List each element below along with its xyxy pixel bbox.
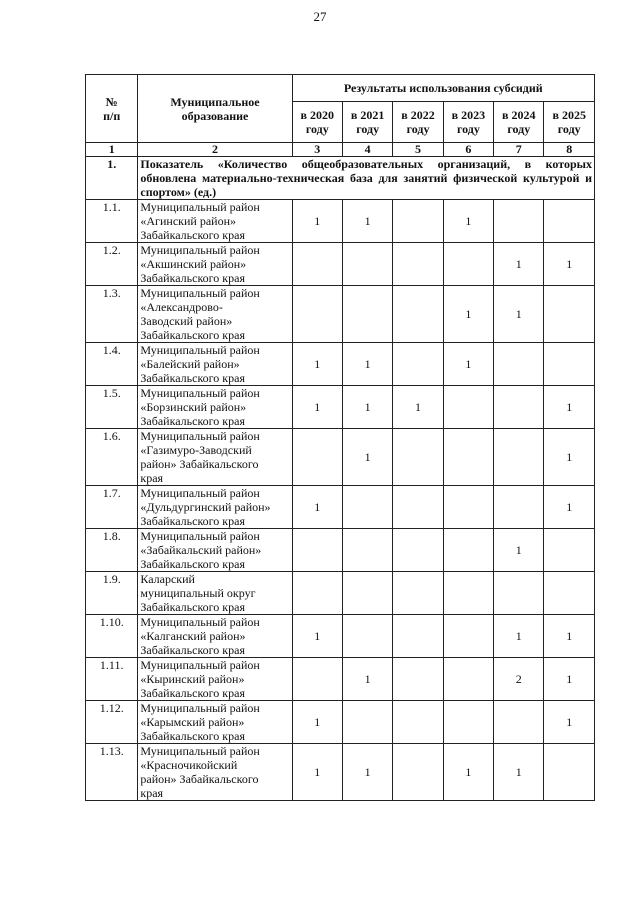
value-cell-2022 — [393, 658, 443, 701]
value-cell-2025: 1 — [544, 486, 595, 529]
table-row — [86, 701, 595, 744]
municipality-name: Муниципальный район «Забайкальский район» Забайкальского края — [138, 529, 292, 572]
value-cell-2024: 1 — [494, 243, 544, 286]
value-cell-2021 — [342, 243, 392, 286]
value-cell-2020 — [292, 529, 342, 572]
table-body — [86, 143, 595, 801]
value-cell-2020 — [292, 658, 342, 701]
indicator-num: 1. — [86, 157, 138, 200]
row-number: 1.9. — [86, 572, 138, 615]
value-cell-2022 — [393, 286, 443, 343]
column-number-7: 7 — [494, 143, 544, 157]
value-cell-2021: 1 — [342, 658, 392, 701]
header-year-1: в 2020 году — [292, 102, 342, 143]
value-cell-2023: 1 — [443, 200, 493, 243]
value-cell-2021 — [342, 529, 392, 572]
value-cell-2021: 1 — [342, 343, 392, 386]
value-cell-2020: 1 — [292, 701, 342, 744]
column-number-6: 6 — [443, 143, 493, 157]
table-row — [86, 486, 595, 529]
value-cell-2021: 1 — [342, 744, 392, 801]
municipality-name: Муниципальный район «Карымский район» Забайкальского края — [138, 701, 292, 744]
value-cell-2022 — [393, 701, 443, 744]
indicator-row — [86, 157, 595, 200]
value-cell-2023 — [443, 572, 493, 615]
column-numbers-row — [86, 143, 595, 157]
value-cell-2020: 1 — [292, 200, 342, 243]
value-cell-2021: 1 — [342, 200, 392, 243]
table-row — [86, 429, 595, 486]
column-number-5: 5 — [393, 143, 443, 157]
header-year-5: в 2024 году — [494, 102, 544, 143]
value-cell-2024: 1 — [494, 744, 544, 801]
row-number: 1.10. — [86, 615, 138, 658]
value-cell-2020: 1 — [292, 386, 342, 429]
value-cell-2023 — [443, 386, 493, 429]
table-row — [86, 658, 595, 701]
municipality-name: Муниципальный район «Газимуро-Заводский район» Забайкальского края — [138, 429, 292, 486]
municipality-name: Каларский муниципальный округ Забайкальского края — [138, 572, 292, 615]
value-cell-2024: 2 — [494, 658, 544, 701]
value-cell-2022 — [393, 615, 443, 658]
value-cell-2020: 1 — [292, 486, 342, 529]
value-cell-2024: 1 — [494, 615, 544, 658]
value-cell-2020 — [292, 286, 342, 343]
value-cell-2020 — [292, 243, 342, 286]
municipality-name: Муниципальный район «Агинский район» Забайкальского края — [138, 200, 292, 243]
value-cell-2022 — [393, 243, 443, 286]
municipality-name: Муниципальный район «Дульдургинский район» Забайкальского края — [138, 486, 292, 529]
row-number: 1.1. — [86, 200, 138, 243]
value-cell-2024 — [494, 343, 544, 386]
value-cell-2020 — [292, 572, 342, 615]
header-num: № п/п — [86, 75, 138, 143]
value-cell-2025 — [544, 744, 595, 801]
municipality-name: Муниципальный район «Балейский район» Забайкальского края — [138, 343, 292, 386]
value-cell-2025 — [544, 286, 595, 343]
value-cell-2025: 1 — [544, 386, 595, 429]
value-cell-2022 — [393, 200, 443, 243]
column-number-1: 1 — [86, 143, 138, 157]
row-number: 1.6. — [86, 429, 138, 486]
value-cell-2024 — [494, 572, 544, 615]
header-year-4: в 2023 году — [443, 102, 493, 143]
value-cell-2025 — [544, 343, 595, 386]
municipality-name: Муниципальный район «Акшинский район» Забайкальского края — [138, 243, 292, 286]
value-cell-2023: 1 — [443, 744, 493, 801]
value-cell-2021 — [342, 486, 392, 529]
column-number-3: 3 — [292, 143, 342, 157]
municipality-name: Муниципальный район «Борзинский район» Забайкальского края — [138, 386, 292, 429]
value-cell-2020: 1 — [292, 343, 342, 386]
subsidy-results-table — [85, 74, 595, 801]
header-municipality: Муниципальное образование — [138, 75, 292, 143]
table-row — [86, 615, 595, 658]
page-number: 27 — [313, 9, 327, 24]
value-cell-2023 — [443, 243, 493, 286]
header-results: Результаты использования субсидий — [292, 75, 594, 102]
row-number: 1.12. — [86, 701, 138, 744]
value-cell-2025 — [544, 572, 595, 615]
header-year-6: в 2025 году — [544, 102, 595, 143]
value-cell-2021 — [342, 286, 392, 343]
row-number: 1.3. — [86, 286, 138, 343]
value-cell-2023: 1 — [443, 286, 493, 343]
value-cell-2022 — [393, 744, 443, 801]
table-row — [86, 200, 595, 243]
value-cell-2021 — [342, 572, 392, 615]
table-row — [86, 286, 595, 343]
column-number-8: 8 — [544, 143, 595, 157]
value-cell-2020 — [292, 429, 342, 486]
row-number: 1.8. — [86, 529, 138, 572]
row-number: 1.2. — [86, 243, 138, 286]
row-number: 1.7. — [86, 486, 138, 529]
value-cell-2025: 1 — [544, 615, 595, 658]
municipality-name: Муниципальный район «Красночикойский район» Забайкальского края — [138, 744, 292, 801]
column-number-2: 2 — [138, 143, 292, 157]
value-cell-2023 — [443, 658, 493, 701]
value-cell-2022 — [393, 572, 443, 615]
table-row — [86, 572, 595, 615]
value-cell-2023: 1 — [443, 343, 493, 386]
municipality-name: Муниципальный район «Кыринский район» Забайкальского края — [138, 658, 292, 701]
value-cell-2022: 1 — [393, 386, 443, 429]
row-number: 1.5. — [86, 386, 138, 429]
value-cell-2023 — [443, 486, 493, 529]
row-number: 1.4. — [86, 343, 138, 386]
value-cell-2025: 1 — [544, 658, 595, 701]
table-row — [86, 343, 595, 386]
row-number: 1.11. — [86, 658, 138, 701]
value-cell-2022 — [393, 429, 443, 486]
value-cell-2023 — [443, 529, 493, 572]
value-cell-2025: 1 — [544, 701, 595, 744]
table-row — [86, 386, 595, 429]
indicator-text: Показатель «Количество общеобразовательных организаций, в которых обновлена материально-техническая база для занятий физической культурой и спортом» (ед.) — [138, 157, 595, 200]
header-year-3: в 2022 году — [393, 102, 443, 143]
value-cell-2023 — [443, 701, 493, 744]
value-cell-2024 — [494, 386, 544, 429]
value-cell-2024 — [494, 429, 544, 486]
value-cell-2021 — [342, 701, 392, 744]
value-cell-2021 — [342, 615, 392, 658]
row-number: 1.13. — [86, 744, 138, 801]
value-cell-2024 — [494, 200, 544, 243]
table-row — [86, 744, 595, 801]
value-cell-2020: 1 — [292, 744, 342, 801]
value-cell-2024 — [494, 486, 544, 529]
value-cell-2024 — [494, 701, 544, 744]
value-cell-2025 — [544, 529, 595, 572]
value-cell-2023 — [443, 615, 493, 658]
value-cell-2025: 1 — [544, 429, 595, 486]
header-year-2: в 2021 году — [342, 102, 392, 143]
municipality-name: Муниципальный район «Александрово- Заводский район» Забайкальского края — [138, 286, 292, 343]
value-cell-2024: 1 — [494, 286, 544, 343]
value-cell-2022 — [393, 343, 443, 386]
value-cell-2025 — [544, 200, 595, 243]
value-cell-2024: 1 — [494, 529, 544, 572]
column-number-4: 4 — [342, 143, 392, 157]
municipality-name: Муниципальный район «Калганский район» Забайкальского края — [138, 615, 292, 658]
value-cell-2023 — [443, 429, 493, 486]
value-cell-2025: 1 — [544, 243, 595, 286]
value-cell-2021: 1 — [342, 386, 392, 429]
value-cell-2021: 1 — [342, 429, 392, 486]
value-cell-2020: 1 — [292, 615, 342, 658]
value-cell-2022 — [393, 529, 443, 572]
table-row — [86, 243, 595, 286]
value-cell-2022 — [393, 486, 443, 529]
header-row — [86, 75, 595, 102]
table-row — [86, 529, 595, 572]
